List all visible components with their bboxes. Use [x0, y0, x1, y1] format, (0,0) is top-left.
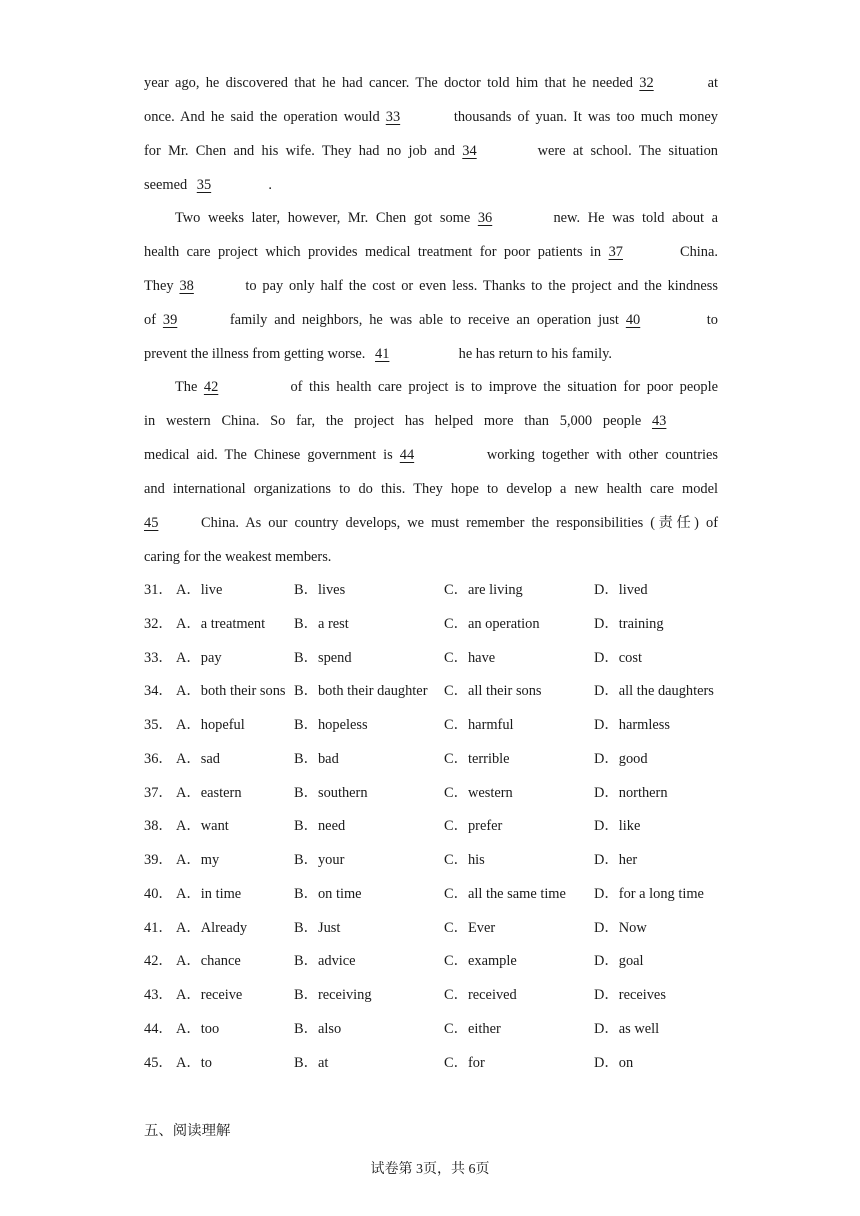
option-b: B．need	[294, 818, 346, 834]
passage-text: China.	[680, 244, 718, 260]
passage-text: .	[268, 177, 272, 193]
option-b: B．bad	[294, 751, 339, 767]
option-d: D．on	[594, 1055, 634, 1071]
option-c: C．harmful	[444, 717, 514, 733]
option-b: B．on time	[294, 886, 362, 902]
option-a: A．sad	[176, 751, 220, 767]
blank-35: 35	[196, 177, 212, 193]
option-a: A．both their sons	[176, 683, 286, 699]
passage-line	[175, 201, 718, 235]
question-number: 40．	[144, 886, 173, 902]
passage-line	[175, 370, 718, 404]
option-a: A．pay	[176, 650, 222, 666]
option-c: C．either	[444, 1021, 501, 1037]
question-number: 36．	[144, 751, 173, 767]
option-b: B．both their daughter	[294, 683, 428, 699]
passage-line	[144, 100, 718, 134]
question-number: 35．	[144, 717, 173, 733]
question-row-32	[144, 607, 724, 641]
blank-41: 41	[375, 346, 390, 362]
option-a: A．want	[176, 818, 229, 834]
passage-text: They	[144, 278, 174, 294]
option-a: A．in time	[176, 886, 242, 902]
passage-text: new. He was told about a	[553, 210, 719, 226]
passage-line	[144, 472, 718, 506]
option-d: D．training	[594, 616, 664, 632]
passage-text: family and neighbors, he was able to receive an operation just	[229, 312, 619, 328]
option-c: C．have	[444, 650, 496, 666]
option-c: C．western	[444, 785, 513, 801]
option-d: D．all the daughters	[594, 683, 714, 699]
option-b: B．your	[294, 852, 345, 868]
option-c: C．an operation	[444, 616, 540, 632]
option-a: A．a treatment	[176, 616, 266, 632]
passage-text: caring for the weakest members.	[144, 549, 332, 565]
passage-text: Two weeks later, however, Mr. Chen got some	[175, 210, 471, 226]
question-row-31	[144, 573, 724, 607]
blank-42: 42	[203, 379, 219, 395]
option-a: A．live	[176, 582, 223, 598]
question-number: 39．	[144, 852, 173, 868]
passage-line	[144, 540, 718, 574]
option-a: A．to	[176, 1055, 212, 1071]
passage-text: health care project which provides medical treatment for poor patients in	[144, 244, 602, 260]
question-row-36	[144, 742, 724, 776]
blank-32: 32	[639, 75, 654, 91]
option-b: B．lives	[294, 582, 346, 598]
option-a: A．eastern	[176, 785, 242, 801]
passage-text: medical aid. The Chinese government is	[144, 447, 393, 463]
passage-line	[144, 438, 718, 472]
option-c: C．his	[444, 852, 485, 868]
question-row-37	[144, 776, 724, 810]
question-row-42	[144, 944, 724, 978]
option-d: D．receives	[594, 987, 666, 1003]
passage-text: of	[144, 312, 156, 328]
option-d: D．good	[594, 751, 648, 767]
blank-40: 40	[625, 312, 641, 328]
blank-45: 45	[144, 515, 159, 531]
option-d: D．northern	[594, 785, 668, 801]
option-c: C．example	[444, 953, 517, 969]
passage-line	[144, 337, 718, 371]
passage-text: prevent the illness from getting worse.	[144, 346, 366, 362]
question-row-33	[144, 641, 724, 675]
passage-line	[144, 66, 718, 100]
option-a: A．too	[176, 1021, 220, 1037]
option-c: C．terrible	[444, 751, 510, 767]
option-d: D．lived	[594, 582, 648, 598]
passage-line	[144, 404, 718, 438]
passage-line	[144, 506, 718, 540]
option-b: B．southern	[294, 785, 368, 801]
option-c: C．all the same time	[444, 886, 566, 902]
passage-text: to	[706, 312, 718, 328]
passage-text: of this health care project is to improve the situation for poor people	[290, 379, 718, 395]
passage-line	[144, 235, 718, 269]
option-b: B．advice	[294, 953, 356, 969]
blank-38: 38	[179, 278, 194, 294]
passage-line	[144, 168, 718, 202]
passage-text: year ago, he discovered that he had cancer. The doctor told him that he needed	[144, 75, 633, 91]
passage-text: thousands of yuan. It was too much money	[453, 109, 718, 125]
option-c: C．all their sons	[444, 683, 542, 699]
option-c: C．prefer	[444, 818, 503, 834]
blank-37: 37	[608, 244, 623, 260]
option-a: A．hopeful	[176, 717, 245, 733]
question-number: 45．	[144, 1055, 173, 1071]
passage-text: he has return to his family.	[458, 346, 612, 362]
passage-text: at	[707, 75, 718, 91]
option-b: B．Just	[294, 920, 341, 936]
passage-text: for Mr. Chen and his wife. They had no job and	[144, 143, 455, 159]
question-row-44	[144, 1012, 724, 1046]
question-number: 34．	[144, 683, 173, 699]
question-row-39	[144, 843, 724, 877]
option-b: B．a rest	[294, 616, 349, 632]
option-d: D．her	[594, 852, 638, 868]
passage-text: China. As our country develops, we must remember the responsibilities (责任) of	[201, 515, 718, 531]
blank-33: 33	[385, 109, 401, 125]
question-number: 38．	[144, 818, 173, 834]
question-number: 43．	[144, 987, 173, 1003]
passage-line	[144, 269, 718, 303]
option-b: B．spend	[294, 650, 352, 666]
question-row-34	[144, 674, 724, 708]
option-b: B．hopeless	[294, 717, 368, 733]
question-row-43	[144, 978, 724, 1012]
question-number: 37．	[144, 785, 173, 801]
blank-39: 39	[162, 312, 178, 328]
question-row-45	[144, 1046, 724, 1080]
option-c: C．Ever	[444, 920, 496, 936]
option-c: C．for	[444, 1055, 485, 1071]
option-d: D．as well	[594, 1021, 660, 1037]
option-d: D．like	[594, 818, 641, 834]
option-a: A．chance	[176, 953, 241, 969]
question-number: 33．	[144, 650, 173, 666]
blank-43: 43	[651, 413, 667, 429]
question-row-38	[144, 809, 724, 843]
option-c: C．received	[444, 987, 517, 1003]
option-a: A．receive	[176, 987, 243, 1003]
passage-text: were at school. The situation	[537, 143, 718, 159]
section-title: 五、阅读理解	[144, 1123, 231, 1139]
blank-44: 44	[399, 447, 415, 463]
question-number: 32．	[144, 616, 173, 632]
option-d: D．goal	[594, 953, 644, 969]
passage-line	[144, 303, 718, 337]
option-a: A．Already	[176, 920, 248, 936]
option-d: D．harmless	[594, 717, 670, 733]
question-row-40	[144, 877, 724, 911]
question-number: 42．	[144, 953, 173, 969]
option-b: B．at	[294, 1055, 329, 1071]
question-number: 31．	[144, 582, 173, 598]
page-footer: 试卷第 3页，共 6页	[370, 1162, 490, 1177]
question-number: 41．	[144, 920, 173, 936]
option-d: D．Now	[594, 920, 647, 936]
passage-text: in western China. So far, the project has helped more than 5,000 people	[144, 413, 642, 429]
option-b: B．receiving	[294, 987, 372, 1003]
blank-34: 34	[462, 143, 477, 159]
passage-text: to pay only half the cost or even less. Thanks to the project and the kindness	[245, 278, 718, 294]
passage-text: The	[175, 379, 198, 395]
question-row-41	[144, 911, 724, 945]
passage-text: seemed	[144, 177, 188, 193]
option-c: C．are living	[444, 582, 523, 598]
passage-text: once. And he said the operation would	[144, 109, 380, 125]
option-a: A．my	[176, 852, 220, 868]
question-row-35	[144, 708, 724, 742]
passage-text: and international organizations to do this. They hope to develop a new health care model	[144, 481, 718, 497]
option-b: B．also	[294, 1021, 342, 1037]
passage-text: working together with other countries	[486, 447, 718, 463]
passage-line	[144, 134, 718, 168]
option-d: D．cost	[594, 650, 642, 666]
blank-36: 36	[477, 210, 493, 226]
option-d: D．for a long time	[594, 886, 704, 902]
question-number: 44．	[144, 1021, 173, 1037]
